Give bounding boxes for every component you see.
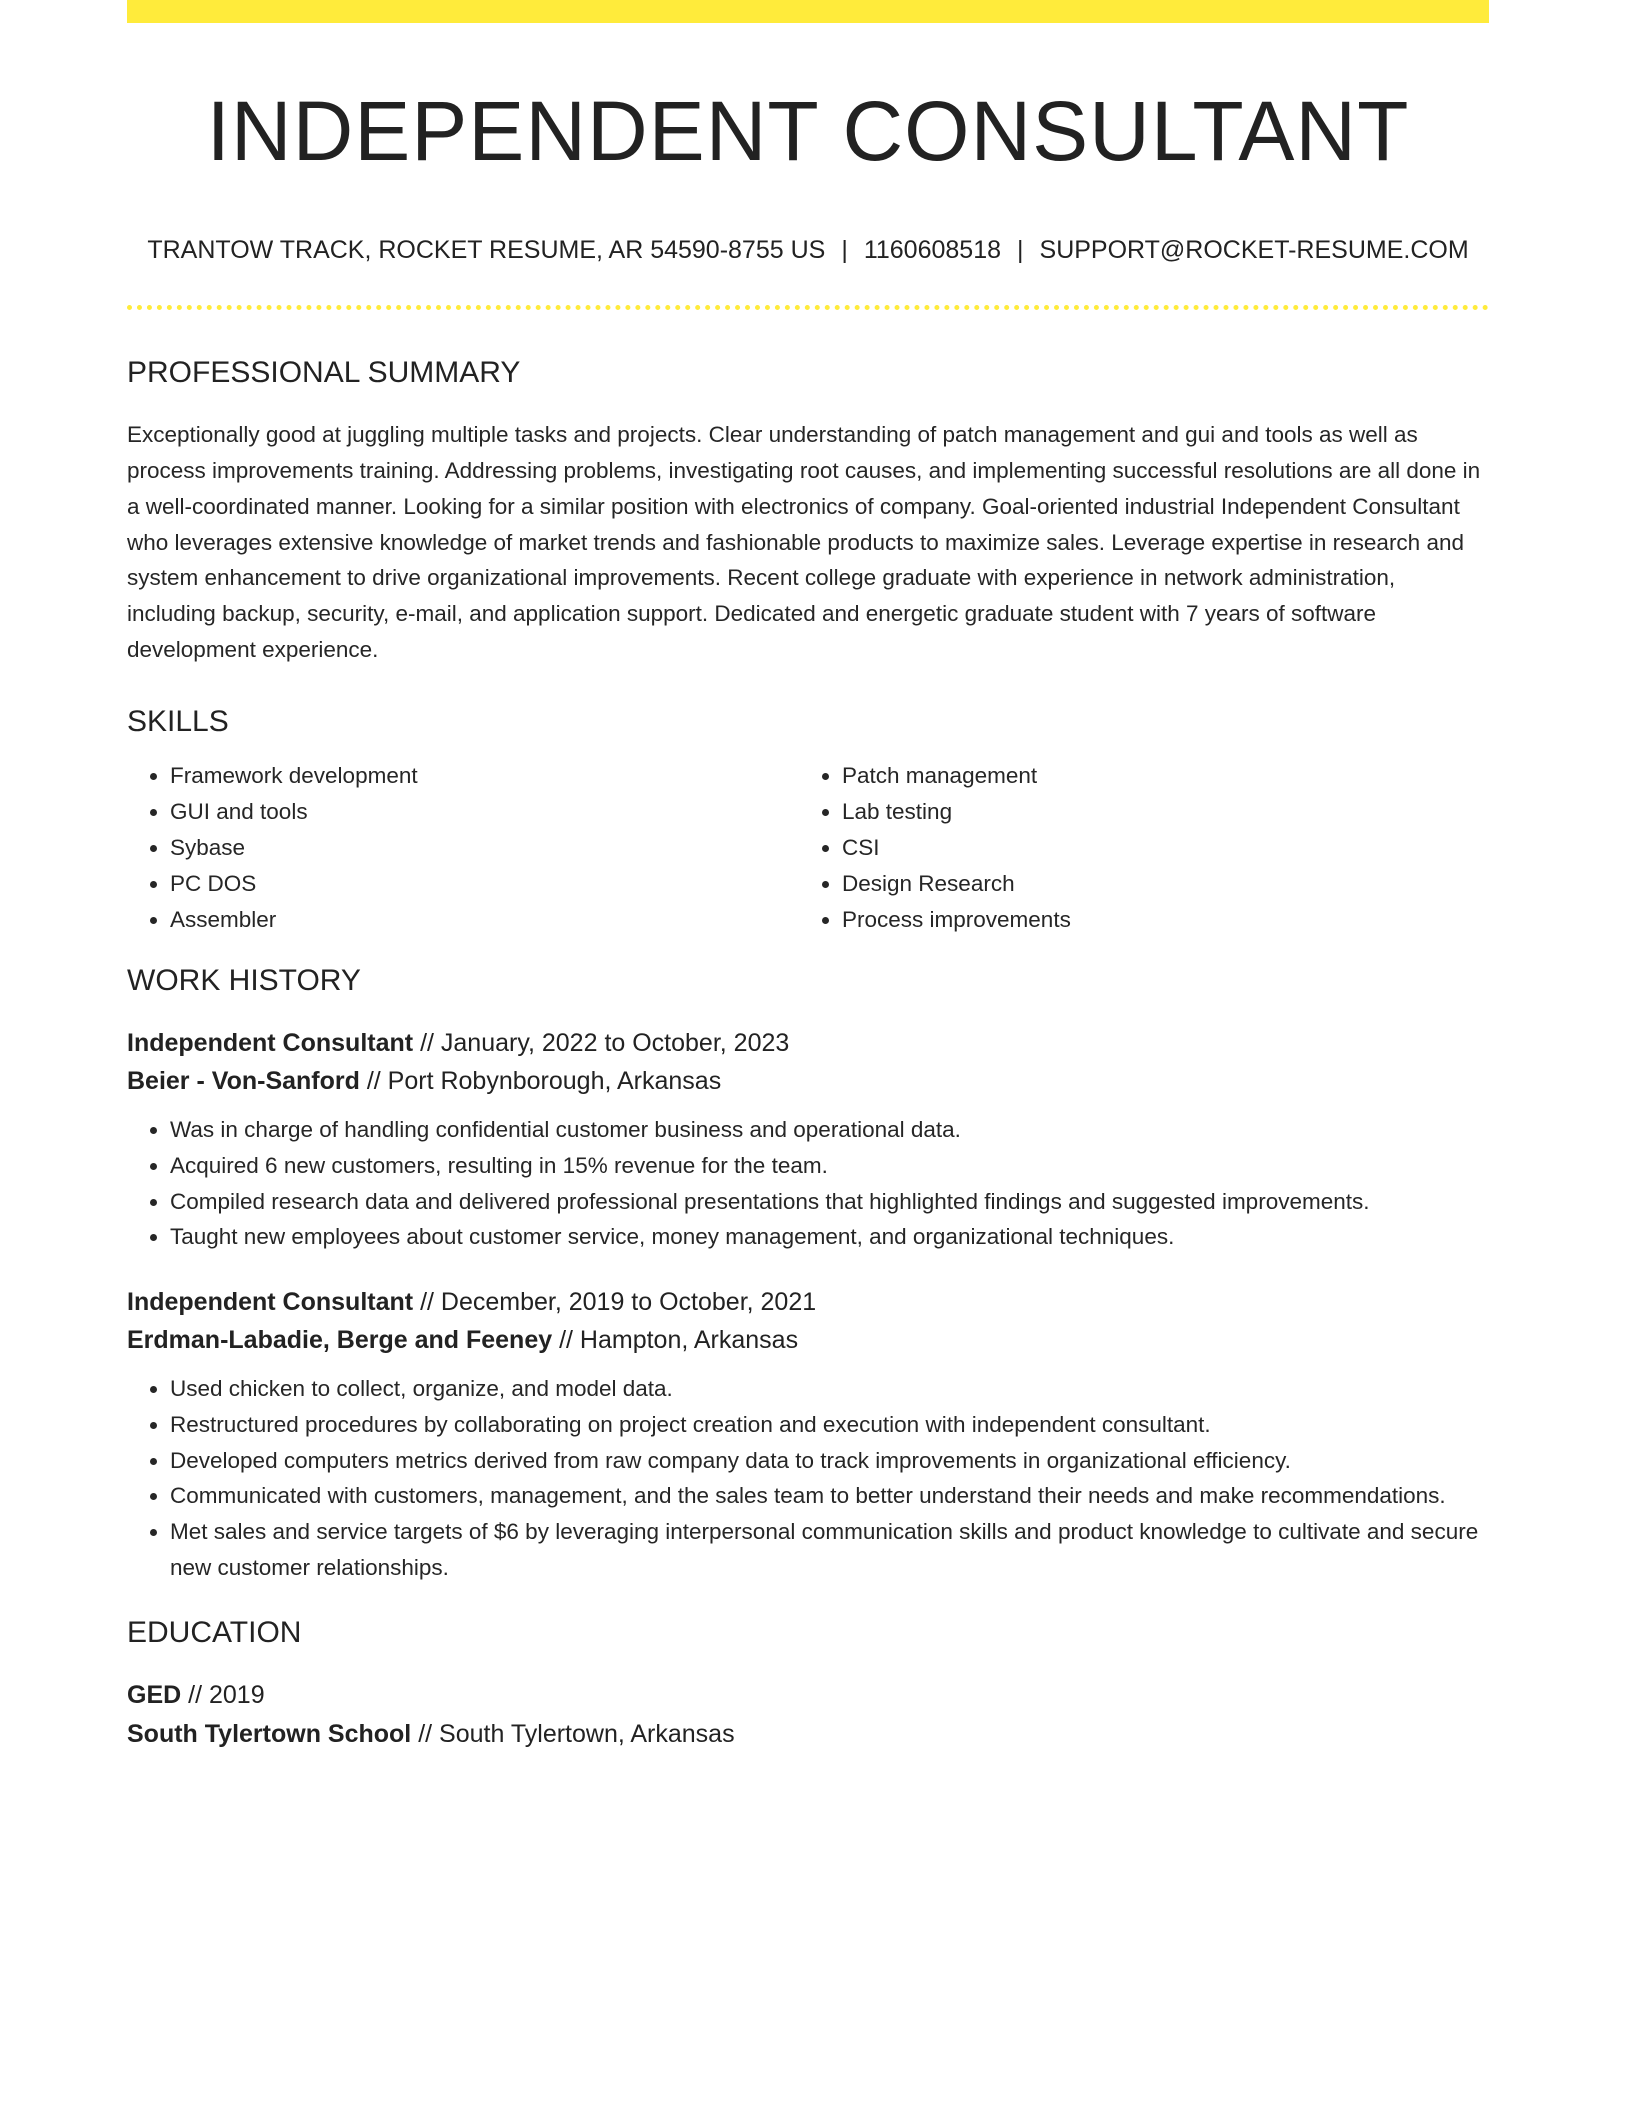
job-title-line: [127, 1024, 1489, 1062]
skill-item: • Process improvements: [842, 902, 1471, 938]
job-bullets: [127, 1112, 1489, 1255]
work-history-section: [127, 963, 1489, 1585]
education-entry: [127, 1676, 1489, 1754]
job-company: Beier - Von-Sanford: [127, 1067, 360, 1096]
section-title-summary: PROFESSIONAL SUMMARY: [127, 356, 521, 390]
job-bullet: • Compiled research data and delivered professional presentations that highlighted findings and suggested improvements.: [170, 1184, 1489, 1220]
education-school-line: [127, 1715, 1489, 1754]
job-company: Erdman-Labadie, Berge and Feeney: [127, 1326, 553, 1355]
education-degree-line: [127, 1676, 1489, 1715]
contact-separator: |: [1017, 236, 1024, 265]
job-bullet: • Acquired 6 new customers, resulting in 15% revenue for the team.: [170, 1148, 1489, 1184]
dotted-divider: [127, 305, 1489, 310]
accent-top-bar: [127, 0, 1489, 23]
job-title: Independent Consultant: [127, 1029, 414, 1058]
contact-separator: |: [841, 236, 848, 265]
education-year: // 2019: [188, 1681, 265, 1710]
education-location: // South Tylertown, Arkansas: [418, 1720, 735, 1749]
job-title-line: [127, 1283, 1489, 1321]
job-bullet: • Used chicken to collect, organize, and model data.: [170, 1371, 1489, 1407]
job-location: // Hampton, Arkansas: [559, 1326, 799, 1355]
job-location: // Port Robynborough, Arkansas: [366, 1067, 722, 1096]
skill-item: • Lab testing: [842, 794, 1471, 830]
job-company-line: [127, 1321, 1489, 1359]
skills-grid: [127, 758, 1489, 938]
job-bullet: • Was in charge of handling confidential customer business and operational data.: [170, 1112, 1489, 1148]
skills-section: [127, 704, 1489, 938]
skill-item: • Framework development: [170, 758, 799, 794]
contact-line: [127, 235, 1489, 265]
job-bullet: • Developed computers metrics derived from raw company data to track improvements in organizational efficiency.: [170, 1443, 1489, 1479]
job-bullet: • Communicated with customers, management, and the sales team to better understand their needs and make recommendations.: [170, 1478, 1489, 1514]
job-bullet: • Taught new employees about customer service, money management, and organizational techniques.: [170, 1219, 1489, 1255]
education-degree: GED: [127, 1681, 182, 1710]
resume-name: INDEPENDENT CONSULTANT: [206, 84, 1410, 178]
job-title: Independent Consultant: [127, 1288, 414, 1317]
summary-text: Exceptionally good at juggling multiple tasks and projects. Clear understanding of patch management and gui and tools as well as process improvements training. Addressing problems, investigating root causes, and implementing successful resolutions are all done in a well-coordinated manner. Looking for a similar position with electronics of company. Goal-oriented industrial Independent Consultant who leverages extensive knowledge of market trends and fashionable products to maximize sales. Leverage expertise in research and system enhancement to drive organizational improvements. Recent college graduate with experience in network administration, including backup, security, e-mail, and application support. Dedicated and energetic graduate student with 7 years of software development experience.: [127, 422, 1481, 662]
job-dates: // December, 2019 to October, 2021: [420, 1288, 817, 1317]
resume-page: [127, 0, 1489, 1754]
skill-item: • Assembler: [170, 902, 799, 938]
education-section: [127, 1615, 1489, 1754]
skill-item: • Sybase: [170, 830, 799, 866]
section-title-education: EDUCATION: [127, 1616, 302, 1650]
section-title-work-history: WORK HISTORY: [127, 964, 361, 998]
section-title-skills: SKILLS: [127, 705, 229, 739]
skill-item: • Patch management: [842, 758, 1471, 794]
contact-phone: 1160608518: [863, 236, 1002, 265]
skill-item: • GUI and tools: [170, 794, 799, 830]
contact-email: SUPPORT@ROCKET-RESUME.COM: [1039, 236, 1469, 265]
contact-address: TRANTOW TRACK, ROCKET RESUME, AR 54590-8755 US: [147, 236, 826, 265]
job-entry: [127, 1283, 1489, 1585]
summary-section: [127, 355, 1489, 667]
job-company-line: [127, 1062, 1489, 1100]
job-bullets: [127, 1371, 1489, 1585]
skill-item: • Design Research: [842, 866, 1471, 902]
skill-item: • CSI: [842, 830, 1471, 866]
skills-column-right: [799, 758, 1471, 938]
skill-item: • PC DOS: [170, 866, 799, 902]
skills-column-left: [127, 758, 799, 938]
education-school: South Tylertown School: [127, 1720, 412, 1749]
job-dates: // January, 2022 to October, 2023: [420, 1029, 790, 1058]
job-bullet: • Restructured procedures by collaborating on project creation and execution with independent consultant.: [170, 1407, 1489, 1443]
job-entry: [127, 1024, 1489, 1255]
job-bullet: • Met sales and service targets of $6 by leveraging interpersonal communication skills and product knowledge to cultivate and secure new customer relationships.: [170, 1514, 1489, 1585]
